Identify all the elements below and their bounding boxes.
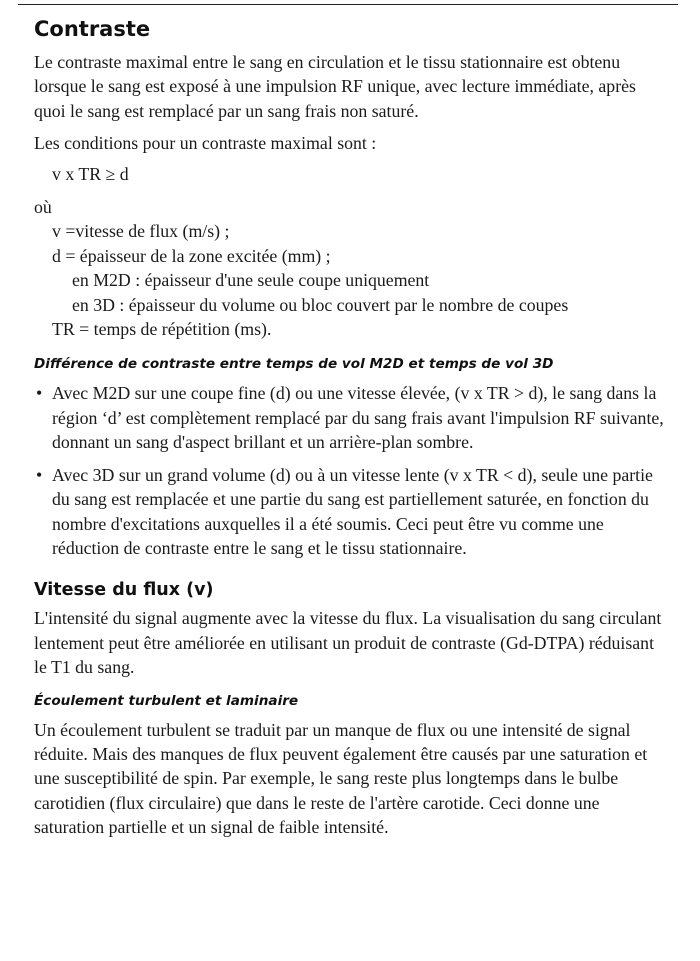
- contrast-bullet-list: [34, 381, 664, 560]
- subheading-turbulent: Écoulement turbulent et laminaire: [34, 692, 299, 709]
- bullet-text: Avec M2D sur une coupe fine (d) ou une vitesse élevée, (v x TR > d), le sang dans la région ‘d’ est complètement remplacé par du sang frais avant l'impulsion RF suivante, donnant un sang d'aspect brillant et un arrière-plan sombre.: [52, 383, 664, 453]
- page-content: [34, 14, 664, 848]
- turbulent-paragraph: Un écoulement turbulent se traduit par un manque de flux ou une intensité de signal réduite. Mais des manques de flux peuvent également être causés par une saturation et une susceptibilité de spin. Par exemple, le sang reste plus longtemps dans le bulbe carotidien (flux circulaire) que dans le reste de l'artère carotide. Ceci donne une saturation partielle et un signal de faible intensité.: [34, 719, 648, 838]
- section-title-flow: Vitesse du flux (v): [34, 580, 214, 601]
- subheading-m2d-3d: Différence de contraste entre temps de vol M2D et temps de vol 3D: [34, 356, 554, 373]
- conditions-text: Les conditions pour un contraste maximal sont :: [34, 133, 377, 154]
- definition-d: d = épaisseur de la zone excitée (mm) ;: [52, 245, 331, 266]
- flow-paragraph: L'intensité du signal augmente avec la vitesse du flux. La visualisation du sang circulant lentement peut être améliorée en utilisant un produit de contraste (Gd-DTPA) réduisant le T1 du sang.: [34, 608, 662, 678]
- bullet-text: Avec 3D sur un grand volume (d) ou à un vitesse lente (v x TR < d), seule une partie du sang est remplacée et une partie du sang est partiellement saturée, en fonction du nombre d'excitations auxquelles il a été soumis. Ceci peut être vu comme une réduction de contraste entre le sang et le tissu stationnaire.: [52, 464, 653, 558]
- definition-3d: en 3D : épaisseur du volume ou bloc couvert par le nombre de coupes: [72, 294, 569, 315]
- bullet-icon: •: [36, 383, 43, 404]
- where-label: où: [34, 197, 52, 218]
- list-item: [34, 381, 664, 454]
- formula: v x TR ≥ d: [52, 163, 129, 184]
- definition-m2d: en M2D : épaisseur d'une seule coupe uniquement: [72, 270, 430, 291]
- top-rule: [18, 4, 678, 5]
- list-item: [34, 463, 664, 561]
- definition-tr: TR = temps de répétition (ms).: [52, 319, 272, 340]
- section-title-contrast: Contraste: [34, 17, 151, 41]
- bullet-icon: •: [36, 464, 43, 485]
- contrast-intro: Le contraste maximal entre le sang en circulation et le tissu stationnaire est obtenu lorsque le sang est exposé à une impulsion RF unique, avec lecture immédiate, après quoi le sang est remplacé par un sang frais non saturé.: [34, 52, 636, 121]
- definition-v: v =vitesse de flux (m/s) ;: [52, 221, 230, 242]
